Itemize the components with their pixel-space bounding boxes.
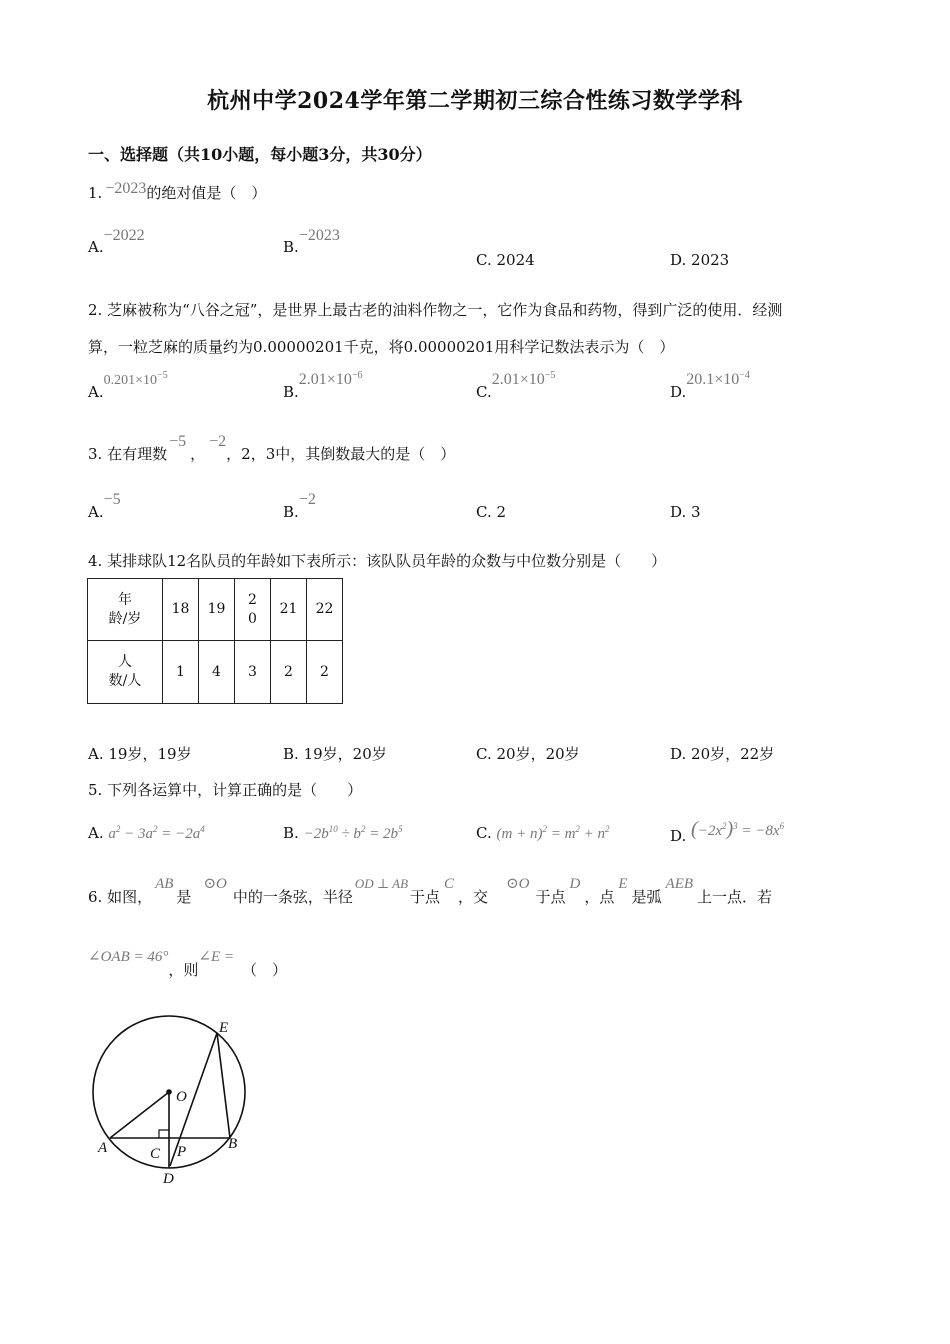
q1-option-c[interactable]: C. 2024 bbox=[476, 251, 535, 269]
q5-expression-d: $(-2x^2)^3 = -8x^6$ bbox=[691, 818, 785, 840]
q3-option-b[interactable]: B.−2 bbox=[283, 491, 316, 521]
q2-option-b[interactable]: $B.2.01\times 10^{-6}$ bbox=[283, 370, 363, 401]
geometry-figure bbox=[86, 1010, 266, 1190]
question-4: 4. 某排球队12名队员的年龄如下表所示：该队队员年龄的众数与中位数分别是（ ） bbox=[88, 552, 667, 570]
label-e: E bbox=[219, 1020, 229, 1036]
question-6-line-1: 6. 如图，AB是⊙O中的一条弦，半径OD ⊥ AB于点C，交⊙O于点D，点E是弧AEB上一点．若 bbox=[88, 876, 773, 906]
segment-oa bbox=[110, 1092, 169, 1138]
table-header-age: 年 龄/岁 bbox=[88, 579, 163, 641]
table-row bbox=[88, 641, 343, 704]
q5-option-c[interactable]: C. $(m + n)^2 = m^2 + n^2$ bbox=[476, 824, 610, 842]
q1-text: 的绝对值是（ ） bbox=[146, 184, 267, 202]
segment-eb bbox=[217, 1033, 230, 1138]
right-angle-mark bbox=[159, 1130, 169, 1138]
q1-prefix: 1. bbox=[88, 184, 103, 202]
center-point bbox=[166, 1089, 172, 1095]
table-cell: 2 bbox=[307, 641, 343, 704]
q5-expression-b: $-2b^{10} \div b^2 = 2b^5$ bbox=[303, 824, 403, 842]
table-cell: 19 bbox=[199, 579, 235, 641]
label-c: C bbox=[150, 1146, 161, 1162]
label-p: P bbox=[177, 1144, 187, 1160]
q5-option-d[interactable]: D. $(-2x^2)^3 = -8x^6$ bbox=[670, 818, 785, 845]
q3-option-c[interactable]: C. 2 bbox=[476, 503, 507, 521]
q5-expression-c: $(m + n)^2 = m^2 + n^2$ bbox=[496, 824, 610, 842]
q2-line-1: 2. 芝麻被称为“八谷之冠”，是世界上最古老的油料作物之一，它作为食品和药物，得到广泛的使用．经测 bbox=[88, 301, 783, 319]
q5-option-b[interactable]: B. $-2b^{10} \div b^2 = 2b^5$ bbox=[283, 824, 403, 842]
question-5: 5. 下列各运算中，计算正确的是（ ） bbox=[88, 781, 363, 799]
q4-option-a[interactable]: A. 19岁，19岁 bbox=[88, 745, 192, 763]
question-6-line-2: ∠OAB = 46°，则∠E =（ ） bbox=[88, 949, 287, 979]
q4-option-d[interactable]: D. 20岁，22岁 bbox=[670, 745, 775, 763]
label-d: D bbox=[163, 1171, 174, 1187]
q4-option-c[interactable]: C. 20岁，20岁 bbox=[476, 745, 580, 763]
q1-option-a[interactable]: A.−2022 bbox=[88, 227, 145, 256]
table-cell: 18 bbox=[163, 579, 199, 641]
table-row bbox=[88, 579, 343, 641]
table-header-count: 人 数/人 bbox=[88, 641, 163, 704]
section-heading: 一、选择题（共10小题，每小题3分，共30分） bbox=[88, 145, 432, 164]
table-cell: 2 bbox=[271, 641, 307, 704]
q1-option-d[interactable]: D. 2023 bbox=[670, 251, 730, 269]
table-cell: 21 bbox=[271, 579, 307, 641]
q1-number: −2023 bbox=[105, 180, 147, 197]
question-3: 3. 在有理数−5，−2，2，3中，其倒数最大的是（ ） bbox=[88, 433, 456, 463]
q1-option-b[interactable]: B.−2023 bbox=[283, 227, 340, 256]
table-cell: 2 0 bbox=[235, 579, 271, 641]
label-b: B bbox=[228, 1136, 238, 1152]
q2-option-d[interactable]: $D.20.1\times 10^{-4}$ bbox=[670, 370, 750, 401]
table-cell: 3 bbox=[235, 641, 271, 704]
table-cell: 1 bbox=[163, 641, 199, 704]
q3-option-a[interactable]: A.−5 bbox=[88, 491, 121, 521]
table-cell: 22 bbox=[307, 579, 343, 641]
q5-expression-a: $a^2 - 3a^2 = -2a^4$ bbox=[108, 824, 205, 842]
q2-option-a[interactable]: $A.0.201\times 10^{-5}$ bbox=[88, 370, 168, 401]
label-a: A bbox=[98, 1140, 108, 1156]
q2-option-c[interactable]: $C.2.01\times 10^{-5}$ bbox=[476, 370, 556, 401]
q3-option-d[interactable]: D. 3 bbox=[670, 503, 701, 521]
page-title: 杭州中学2024学年第二学期初三综合性练习数学学科 bbox=[207, 88, 743, 114]
question-1 bbox=[88, 182, 266, 203]
q4-option-b[interactable]: B. 19岁，20岁 bbox=[283, 745, 387, 763]
age-table bbox=[87, 578, 343, 704]
q5-option-a[interactable]: A. $a^2 - 3a^2 = -2a^4$ bbox=[88, 824, 205, 842]
label-o: O bbox=[176, 1089, 187, 1105]
q2-line-2: 算，一粒芝麻的质量约为0.00000201千克，将0.00000201用科学记数法表示为（ ） bbox=[88, 338, 675, 356]
table-cell: 4 bbox=[199, 641, 235, 704]
